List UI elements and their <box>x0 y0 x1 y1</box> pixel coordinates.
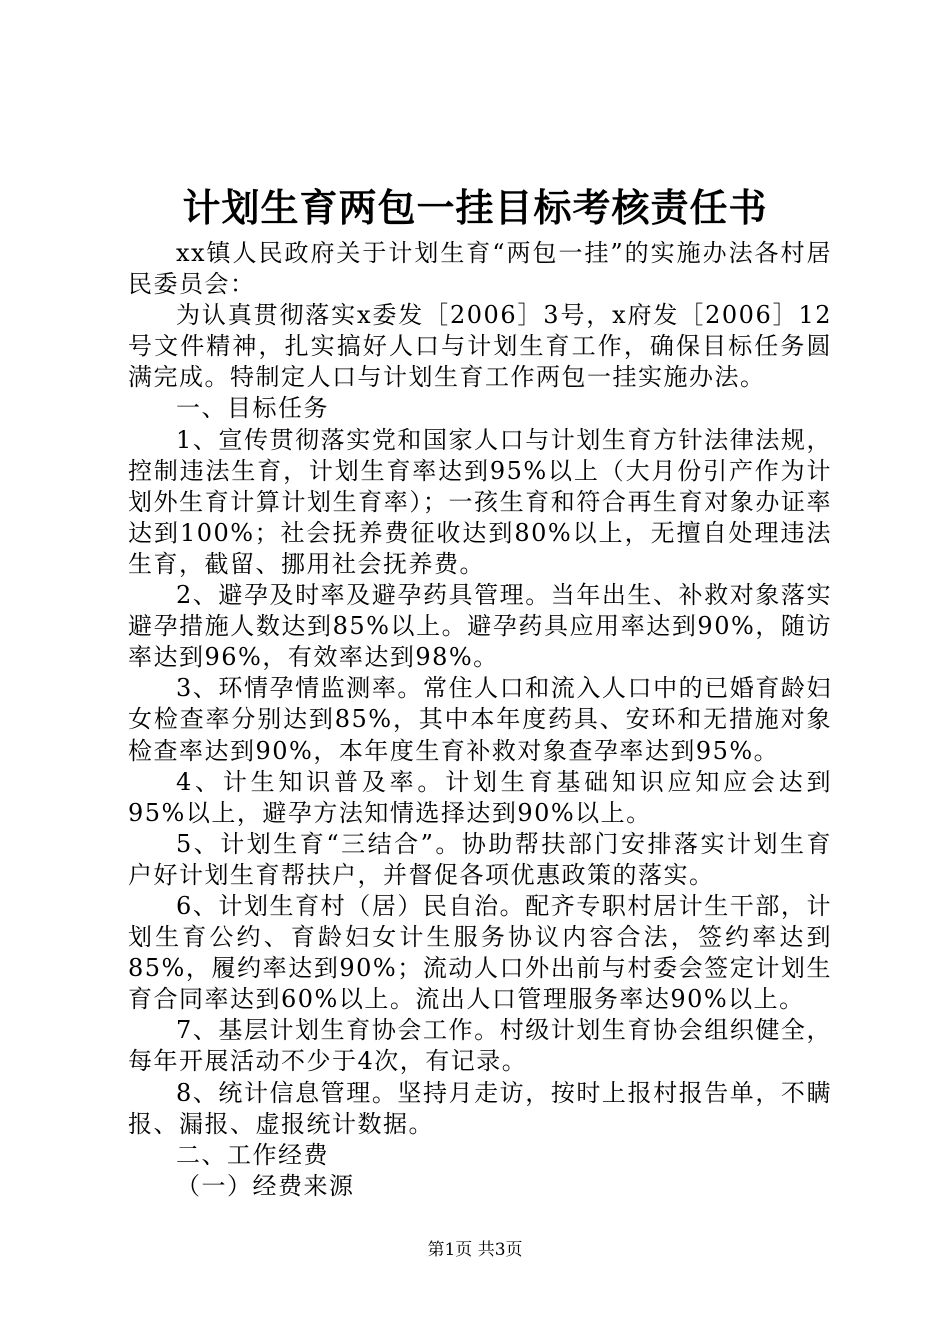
paragraph-item-7: 7、基层计划生育协会工作。村级计划生育协会组织健全，每年开展活动不少于4次，有记录。 <box>128 1016 832 1076</box>
paragraph-item-6: 6、计划生育村（居）民自治。配齐专职村居计生干部，计划生育公约、育龄妇女计生服务协议内容合法，签约率达到85%，履约率达到90%；流动人口外出前与村委会签定计划生育合同率达到60%以上。流出人口管理服务率达90%以上。 <box>128 891 832 1014</box>
paragraph-item-8: 8、统计信息管理。坚持月走访，按时上报村报告单，不瞒报、漏报、虚报统计数据。 <box>128 1078 832 1138</box>
paragraph-intro: xx镇人民政府关于计划生育“两包一挂”的实施办法各村居民委员会： <box>128 239 832 299</box>
paragraph-item-4: 4、计生知识普及率。计划生育基础知识应知应会达到95%以上，避孕方法知情选择达到90%以上。 <box>128 767 832 827</box>
paragraph-item-3: 3、环情孕情监测率。常住人口和流入人口中的已婚育龄妇女检查率分别达到85%，其中本年度药具、安环和无措施对象检查率达到90%，本年度生育补救对象查孕率达到95%。 <box>128 674 832 765</box>
section-heading-goals: 一、目标任务 <box>176 394 329 423</box>
paragraph-item-2: 2、避孕及时率及避孕药具管理。当年出生、补救对象落实避孕措施人数达到85%以上。避孕药具应用率达到90%，随访率达到96%，有效率达到98%。 <box>128 581 832 672</box>
document-title: 计划生育两包一挂目标考核责任书 <box>182 185 768 230</box>
page-footer: 第1页 共3页 <box>427 1240 523 1260</box>
paragraph-item-5: 5、计划生育“三结合”。协助帮扶部门安排落实计划生育户好计划生育帮扶户，并督促各项优惠政策的落实。 <box>128 829 832 889</box>
paragraph-item-1: 1、宣传贯彻落实党和国家人口与计划生育方针法律法规，控制违法生育，计划生育率达到95%以上（大月份引产作为计划外生育计算计划生育率）；一孩生育和符合再生育对象办证率达到100%；社会抚养费征收达到80%以上，无擅自处理违法生育，截留、挪用社会抚养费。 <box>128 425 832 578</box>
subsection-heading-funding-source: （一）经费来源 <box>176 1171 355 1200</box>
section-heading-funding: 二、工作经费 <box>176 1140 329 1169</box>
paragraph-purpose: 为认真贯彻落实x委发［2006］3号，x府发［2006］12号文件精神，扎实搞好人口与计划生育工作，确保目标任务圆满完成。特制定人口与计划生育工作两包一挂实施办法。 <box>128 301 832 392</box>
document-body <box>128 238 832 1202</box>
